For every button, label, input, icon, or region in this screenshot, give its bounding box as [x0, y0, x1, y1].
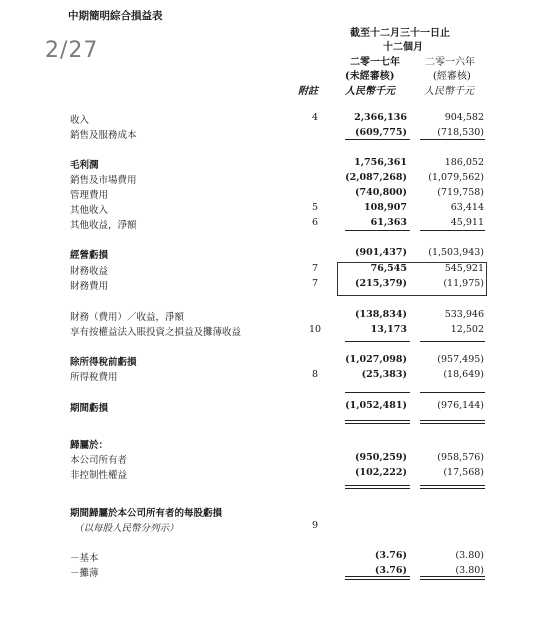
value-2016: 186,052	[444, 157, 484, 168]
statement-row	[0, 565, 550, 580]
value-2016: 904,582	[444, 112, 484, 123]
value-2017: (3.76)	[374, 550, 407, 561]
value-2016: (1,079,562)	[428, 172, 484, 183]
value-2017: 61,363	[370, 217, 407, 228]
row-label: 經營虧損	[70, 250, 109, 261]
value-2016: (11,975)	[443, 278, 484, 289]
value-2016: (17,568)	[443, 467, 484, 478]
page-counter: 2/27	[45, 38, 99, 63]
value-2016: (719,758)	[437, 187, 484, 198]
row-label: 所得稅費用	[70, 372, 118, 383]
rule	[345, 579, 410, 580]
statement-row	[0, 452, 550, 467]
value-2016: 12,502	[450, 324, 484, 335]
value-2017: 2,366,136	[354, 112, 407, 123]
statement-row	[0, 520, 550, 535]
row-note: 8	[311, 369, 319, 380]
value-2017: (138,834)	[355, 309, 407, 320]
statement-row	[0, 309, 550, 324]
rule	[420, 576, 485, 577]
value-2016: (3.80)	[455, 550, 484, 561]
header-unit-2016: 人民幣千元	[424, 86, 474, 97]
statement-row	[0, 400, 550, 415]
rule	[345, 341, 410, 342]
row-note: 5	[311, 202, 319, 213]
value-2016: (1,503,943)	[428, 247, 484, 258]
row-note: 9	[311, 520, 319, 531]
rule	[345, 488, 410, 489]
rule	[420, 230, 485, 231]
value-2017: 108,907	[364, 202, 407, 213]
row-note: 6	[311, 217, 319, 228]
row-label: 財務費用	[70, 281, 109, 292]
statement-row	[0, 187, 550, 202]
row-label: 其他收益，淨額	[70, 220, 137, 231]
statement-row	[0, 354, 550, 369]
value-2016: (18,649)	[443, 369, 484, 380]
value-2017: (215,379)	[355, 278, 407, 289]
row-label: 期間虧損	[70, 403, 109, 414]
value-2017: (609,775)	[355, 127, 407, 138]
row-label: 收入	[70, 115, 90, 126]
value-2017: (950,259)	[355, 452, 407, 463]
rule	[420, 139, 485, 140]
rule	[345, 392, 410, 393]
statement-row	[0, 202, 550, 217]
value-2017: (102,222)	[355, 467, 407, 478]
statement-row	[0, 172, 550, 187]
statement-row	[0, 324, 550, 339]
header-unaudited: (未經審核)	[345, 71, 395, 82]
row-note: 4	[311, 112, 319, 123]
value-2016: 45,911	[450, 217, 484, 228]
row-label: 毛利潤	[70, 160, 99, 171]
row-label: －攤薄	[70, 568, 99, 579]
statement-row	[0, 467, 550, 482]
header-unit-2017: 人民幣千元	[345, 86, 395, 97]
row-label: 歸屬於：	[70, 440, 109, 451]
row-label: 銷售及市場費用	[70, 175, 137, 186]
row-label: 管理費用	[70, 190, 109, 201]
header-year-2016: 二零一六年	[425, 57, 475, 68]
rule	[420, 392, 485, 393]
statement-row	[0, 157, 550, 172]
row-label: 本公司所有者	[70, 455, 128, 466]
value-2016: 63,414	[450, 202, 484, 213]
value-2016: (3.80)	[455, 565, 484, 576]
row-note: 7	[311, 263, 319, 274]
statement-row	[0, 550, 550, 565]
header-audited: (經審核)	[433, 71, 471, 82]
statement-row	[0, 112, 550, 127]
value-2016: 533,946	[444, 309, 484, 320]
rule	[420, 579, 485, 580]
statement-row	[0, 505, 550, 520]
row-label: －基本	[70, 553, 99, 564]
rule	[345, 420, 410, 421]
rule	[420, 423, 485, 424]
row-label: 非控制性權益	[70, 470, 128, 481]
rule	[345, 423, 410, 424]
rule	[420, 488, 485, 489]
value-2017: (25,383)	[361, 369, 407, 380]
row-label: 享有按權益法入賬投資之損益及攤薄收益	[70, 327, 242, 338]
rule	[420, 485, 485, 486]
row-label: 期間歸屬於本公司所有者的每股虧損	[70, 508, 223, 519]
statement-title: 中期簡明綜合損益表	[68, 10, 163, 22]
value-2017: (740,800)	[355, 187, 407, 198]
value-2016: (957,495)	[437, 354, 484, 365]
rule	[420, 420, 485, 421]
rule	[345, 139, 410, 140]
value-2017: 13,173	[370, 324, 407, 335]
row-note: 10	[308, 324, 322, 335]
statement-row	[0, 247, 550, 262]
value-2017: 1,756,361	[354, 157, 407, 168]
row-label: 其他收入	[70, 205, 109, 216]
box-finance	[337, 262, 487, 296]
rule	[345, 576, 410, 577]
rule	[345, 485, 410, 486]
value-2016: 545,921	[444, 263, 484, 274]
header-period: 截至十二月三十一日止	[350, 28, 450, 39]
statement-row	[0, 437, 550, 452]
row-label: 財務收益	[70, 266, 109, 277]
row-label: 銷售及服務成本	[70, 130, 137, 141]
value-2017: (901,437)	[355, 247, 407, 258]
statement-row	[0, 369, 550, 384]
header-year-2017: 二零一七年	[350, 57, 400, 68]
value-2016: (976,144)	[437, 400, 484, 411]
value-2017: (2,087,268)	[345, 172, 407, 183]
row-note: 7	[311, 278, 319, 289]
rule	[345, 230, 410, 231]
value-2017: (3.76)	[374, 565, 407, 576]
value-2016: (718,530)	[437, 127, 484, 138]
row-label: （以每股人民幣分列示）	[74, 523, 179, 534]
value-2016: (958,576)	[437, 452, 484, 463]
rule	[420, 341, 485, 342]
header-note-col: 附註	[298, 86, 318, 97]
row-label: 財務（費用）／收益，淨額	[70, 312, 185, 323]
value-2017: 76,545	[370, 263, 407, 274]
header-months: 十二個月	[383, 42, 423, 53]
value-2017: (1,052,481)	[345, 400, 407, 411]
row-label: 除所得稅前虧損	[70, 357, 137, 368]
value-2017: (1,027,098)	[345, 354, 407, 365]
